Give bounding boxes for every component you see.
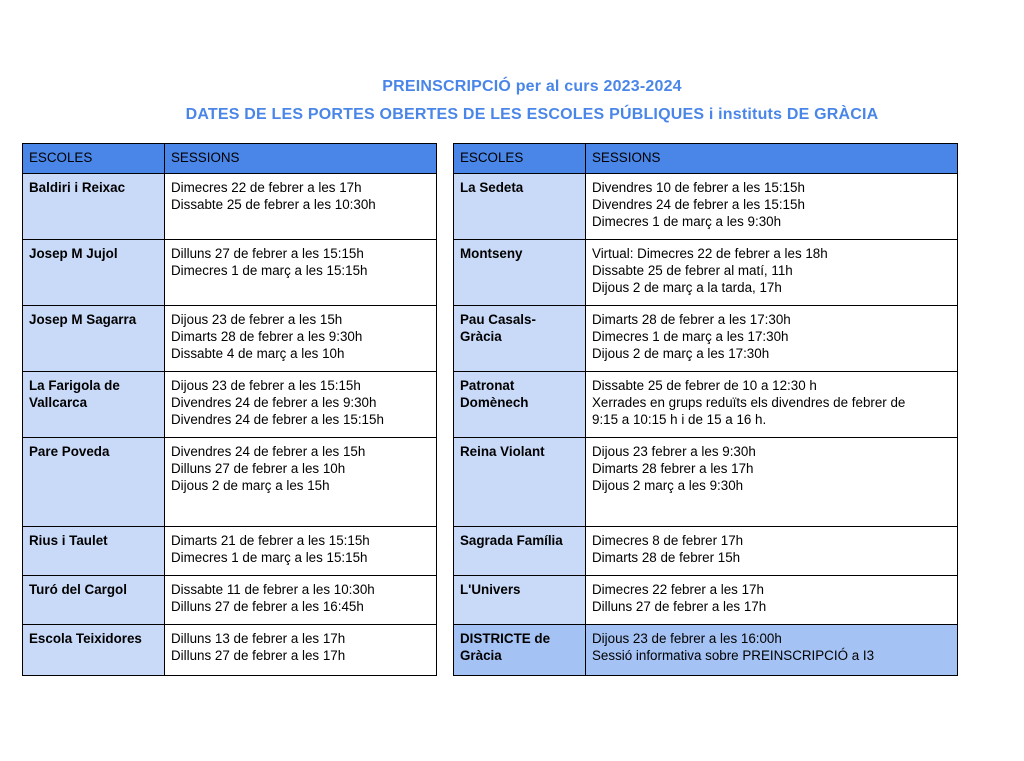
table-row xyxy=(23,372,437,438)
table-row xyxy=(454,625,958,676)
school-name-cell xyxy=(23,372,165,438)
session-line: Dilluns 27 de febrer a les 10h xyxy=(171,461,346,476)
table-row xyxy=(23,306,437,372)
table-row xyxy=(23,438,437,527)
school-name-cell xyxy=(23,240,165,306)
page-subtitle: DATES DE LES PORTES OBERTES DE LES ESCOLES PÚBLIQUES i instituts DE GRÀCIA xyxy=(185,106,879,123)
table-row xyxy=(454,527,958,576)
school-name: Patronat xyxy=(460,378,515,393)
session-line: Dissabte 11 de febrer a les 10:30h xyxy=(171,582,375,597)
sessions-cell xyxy=(165,576,437,625)
school-name: Gràcia xyxy=(460,329,502,344)
sessions-cell xyxy=(586,576,958,625)
session-line: Dissabte 25 de febrer a les 10:30h xyxy=(171,197,376,212)
right-schedule-table xyxy=(453,143,958,676)
sessions-cell xyxy=(586,527,958,576)
session-line: Dimecres 1 de març a les 9:30h xyxy=(592,214,782,229)
session-line: Dilluns 27 de febrer a les 17h xyxy=(592,599,767,614)
col-header-sessions: SESSIONS xyxy=(165,144,437,174)
sessions-cell xyxy=(165,438,437,527)
session-line: Dimecres 1 de març a les 15:15h xyxy=(171,550,368,565)
sessions-cell xyxy=(165,625,437,676)
left-schedule-table xyxy=(22,143,437,676)
table-row xyxy=(23,240,437,306)
school-name: Vallcarca xyxy=(29,395,88,410)
session-line: Dimecres 1 de març a les 17:30h xyxy=(592,329,789,344)
school-name: Turó del Cargol xyxy=(29,582,127,597)
session-line: Dimecres 22 febrer a les 17h xyxy=(592,582,764,597)
school-name-cell xyxy=(23,438,165,527)
session-line: Divendres 10 de febrer a les 15:15h xyxy=(592,180,805,195)
session-line: Dijous 23 de febrer a les 15h xyxy=(171,312,343,327)
session-line: Dilluns 27 de febrer a les 17h xyxy=(171,648,346,663)
session-line: Divendres 24 de febrer a les 9:30h xyxy=(171,395,377,410)
table-row xyxy=(454,438,958,527)
school-name-cell xyxy=(454,372,586,438)
col-header-escoles: ESCOLES xyxy=(454,144,586,174)
school-name: Pau Casals- xyxy=(460,312,536,327)
school-name-cell xyxy=(454,306,586,372)
session-line: Divendres 24 de febrer a les 15:15h xyxy=(592,197,805,212)
sessions-cell xyxy=(586,372,958,438)
session-line: Divendres 24 de febrer a les 15h xyxy=(171,444,366,459)
session-line: Dijous 23 de febrer a les 16:00h xyxy=(592,631,782,646)
school-name: Baldiri i Reixac xyxy=(29,180,126,195)
school-name-cell xyxy=(23,306,165,372)
session-line: Dijous 2 de març a les 15h xyxy=(171,478,330,493)
school-name: La Sedeta xyxy=(460,180,524,195)
school-name: L'Univers xyxy=(460,582,521,597)
session-line: Dimarts 28 febrer a les 17h xyxy=(592,461,754,476)
session-line: Dijous 2 de març a les 17:30h xyxy=(592,346,770,361)
session-line: Dimarts 28 de febrer a les 9:30h xyxy=(171,329,363,344)
session-line: Dissabte 25 de febrer al matí, 11h xyxy=(592,263,793,278)
sessions-cell xyxy=(165,527,437,576)
school-name-cell xyxy=(23,625,165,676)
table-row xyxy=(454,576,958,625)
session-line: Divendres 24 de febrer a les 15:15h xyxy=(171,412,384,427)
sessions-cell xyxy=(586,240,958,306)
school-name-cell xyxy=(454,527,586,576)
table-row xyxy=(23,527,437,576)
session-line: Dimarts 28 de febrer 15h xyxy=(592,550,741,565)
session-line: Virtual: Dimecres 22 de febrer a les 18h xyxy=(592,246,828,261)
session-line: Dijous 23 febrer a les 9:30h xyxy=(592,444,756,459)
col-header-sessions: SESSIONS xyxy=(586,144,958,174)
session-line: Dijous 2 de març a la tarda, 17h xyxy=(592,280,782,295)
school-name-cell xyxy=(454,625,586,676)
session-line: Dimecres 1 de març a les 15:15h xyxy=(171,263,368,278)
sessions-cell xyxy=(586,306,958,372)
school-name-cell xyxy=(23,527,165,576)
table-row xyxy=(454,240,958,306)
table-row xyxy=(23,174,437,240)
school-name-cell xyxy=(454,438,586,527)
sessions-cell xyxy=(165,240,437,306)
school-name: Rius i Taulet xyxy=(29,533,108,548)
table-row xyxy=(454,306,958,372)
school-name-cell xyxy=(23,576,165,625)
session-line: Xerrades en grups reduïts els divendres de febrer de xyxy=(592,395,906,410)
session-line: Dilluns 27 de febrer a les 16:45h xyxy=(171,599,364,614)
school-name: Montseny xyxy=(460,246,523,261)
session-line: 9:15 a 10:15 h i de 15 a 16 h. xyxy=(592,412,767,427)
session-line: Dijous 2 març a les 9:30h xyxy=(592,478,744,493)
col-header-escoles: ESCOLES xyxy=(23,144,165,174)
table-row xyxy=(454,372,958,438)
school-name: La Farigola de xyxy=(29,378,120,393)
table-row xyxy=(23,576,437,625)
school-name-cell xyxy=(454,240,586,306)
session-line: Dilluns 13 de febrer a les 17h xyxy=(171,631,346,646)
table-row xyxy=(23,625,437,676)
session-line: Dissabte 4 de març a les 10h xyxy=(171,346,345,361)
session-line: Dimarts 21 de febrer a les 15:15h xyxy=(171,533,370,548)
sessions-cell xyxy=(165,174,437,240)
sessions-cell xyxy=(586,438,958,527)
table-row xyxy=(454,174,958,240)
sessions-cell xyxy=(586,174,958,240)
session-line: Dissabte 25 de febrer de 10 a 12:30 h xyxy=(592,378,817,393)
school-name: Reina Violant xyxy=(460,444,545,459)
school-name: Gràcia xyxy=(460,648,502,663)
sessions-cell xyxy=(165,372,437,438)
sessions-cell xyxy=(165,306,437,372)
session-line: Dilluns 27 de febrer a les 15:15h xyxy=(171,246,364,261)
school-name: Escola Teixidores xyxy=(29,631,142,646)
school-name: Domènech xyxy=(460,395,529,410)
session-line: Dimecres 22 de febrer a les 17h xyxy=(171,180,362,195)
session-line: Dijous 23 de febrer a les 15:15h xyxy=(171,378,361,393)
sessions-cell xyxy=(586,625,958,676)
school-name: Josep M Sagarra xyxy=(29,312,137,327)
school-name-cell xyxy=(23,174,165,240)
page-title: PREINSCRIPCIÓ per al curs 2023-2024 xyxy=(382,78,682,95)
school-name-cell xyxy=(454,174,586,240)
session-line: Dimarts 28 de febrer a les 17:30h xyxy=(592,312,791,327)
school-name: DISTRICTE de xyxy=(460,631,551,646)
school-name: Josep M Jujol xyxy=(29,246,118,261)
school-name: Sagrada Família xyxy=(460,533,563,548)
session-line: Dimecres 8 de febrer 17h xyxy=(592,533,744,548)
school-name: Pare Poveda xyxy=(29,444,110,459)
school-name-cell xyxy=(454,576,586,625)
session-line: Sessió informativa sobre PREINSCRIPCIÓ a I3 xyxy=(592,648,875,663)
